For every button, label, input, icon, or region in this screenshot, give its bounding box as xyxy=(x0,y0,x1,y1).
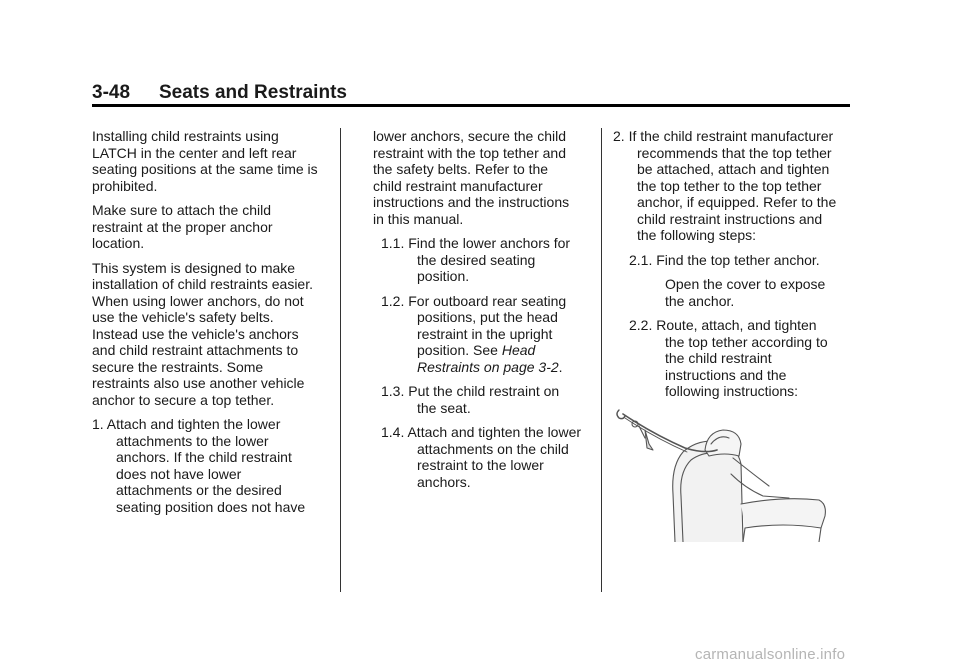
step-2-2: 2.2. Route, attach, and tighten the top tether according to the child restraint instructions and the following instructions: xyxy=(629,317,828,399)
step-1-continuation: lower anchors, secure the child restraint with the top tether and the safety belts. Refer to the child restraint manufacturer instructions and the instructions in this manual. xyxy=(373,128,570,227)
page-header xyxy=(92,82,850,106)
column-divider-1 xyxy=(340,128,341,592)
text-column-2 xyxy=(373,128,605,498)
step-1-3: 1.3. Put the child restraint on the seat. xyxy=(381,383,560,416)
paragraph-anchor-location: Make sure to attach the child restraint at the proper anchor location. xyxy=(92,202,273,251)
step-2-1-note: Open the cover to expose the anchor. xyxy=(665,276,826,309)
watermark: carmanualsonline.info xyxy=(695,646,846,663)
top-tether-illustration xyxy=(613,404,847,542)
paragraph-system-description: This system is designed to make installation of child restraints easier. When using lower anchors, do not use the vehicle's safety belts. Instead use the vehicle's anchors and child restraint attachments to secure the restraints. Some restraints also use another vehicle anchor to secure a top tether. xyxy=(92,259,313,408)
step-1: 1. Attach and tighten the lower attachments to the lower anchors. If the child restraint does not have lower attachments or the desired seating position does not have xyxy=(92,416,306,515)
step-2: 2. If the child restraint manufacturer recommends that the top tether be attached, attach and tighten the top tether to the top tether anchor, if equipped. Refer to the child restraint instructions and the following steps: xyxy=(613,128,837,243)
page-number: 3-48 xyxy=(92,82,131,103)
header-rule xyxy=(92,104,850,107)
step-1-4: 1.4. Attach and tighten the lower attachments on the child restraint to the lower anchors. xyxy=(381,424,582,490)
text-column-1 xyxy=(92,128,337,523)
step-1-2 xyxy=(373,293,605,376)
head-restraints-reference-link[interactable]: Head Restraints on page 3-2 xyxy=(417,342,559,375)
section-title: Seats and Restraints xyxy=(159,82,347,103)
paragraph-latch-warning: Installing child restraints using LATCH in the center and left rear seating positions at the same time is prohibited. xyxy=(92,128,318,194)
step-1-2-period: . xyxy=(558,358,563,375)
step-2-1: 2.1. Find the top tether anchor. xyxy=(629,251,820,268)
column-divider-2 xyxy=(601,128,602,592)
step-1-1: 1.1. Find the lower anchors for the desired seating position. xyxy=(381,235,571,284)
step-1-2-text: 1.2. For outboard rear seating positions, put the head restraint in the upright position. See xyxy=(381,292,567,358)
text-column-3 xyxy=(613,128,861,408)
